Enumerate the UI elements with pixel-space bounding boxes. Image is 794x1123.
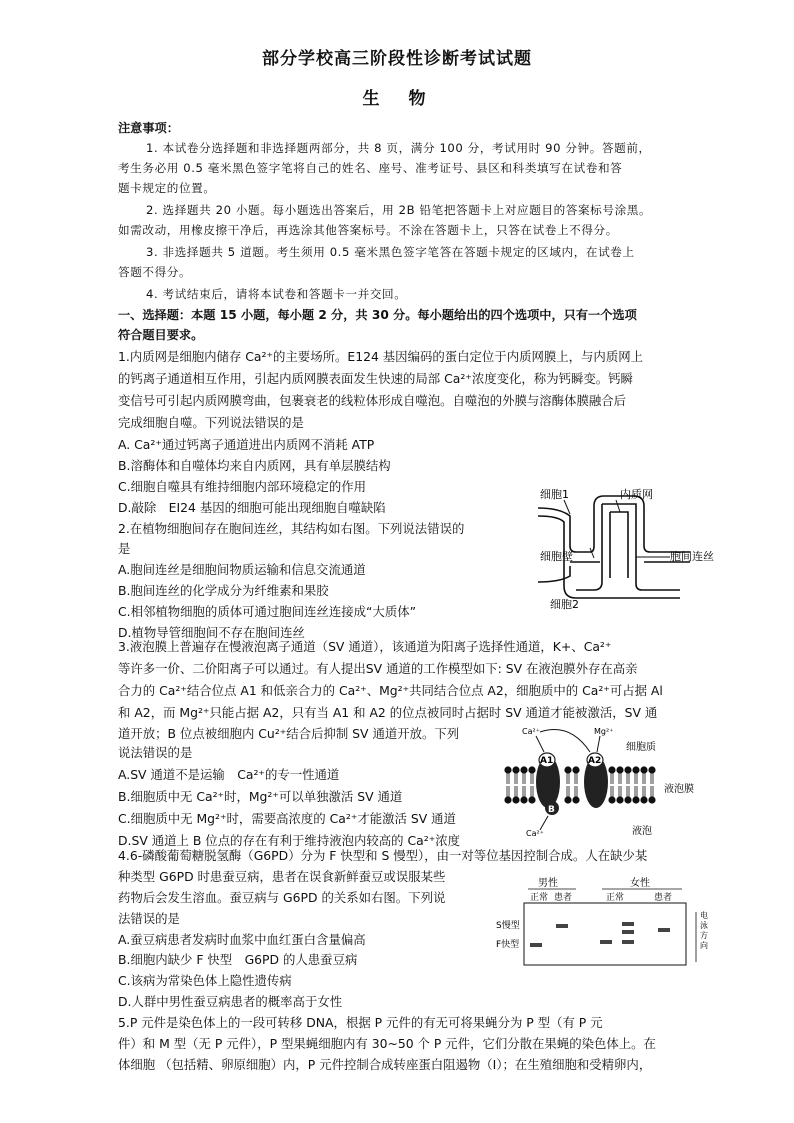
notice-line: 2. 选择题共 20 小题。每小题选出答案后，用 2B 铅笔把答题卡上对应题目的答案标号涂黑。	[146, 203, 652, 217]
label-cytoplasm: 细胞质	[626, 742, 656, 753]
label-male-patient: 患者	[554, 893, 573, 903]
band-female-normal-s-1	[622, 922, 634, 926]
label-female-normal: 正常	[606, 893, 625, 903]
electrophoresis-diagram	[494, 872, 716, 968]
label-female-patient: 患者	[654, 893, 673, 903]
question-3-option-a: A.SV 通道不是运输 Ca²⁺的专一性通道	[118, 767, 340, 782]
question-4-option-d: D.人群中男性蚕豆病患者的概率高于女性	[118, 994, 343, 1009]
question-4-option-a: A.蚕豆病患者发病时血浆中血红蛋白含量偏高	[118, 932, 366, 947]
notice-line: 3. 非选择题共 5 道题。考生须用 0.5 毫米黑色签字笔答在答题卡规定的区域内，在试卷上	[146, 245, 635, 259]
question-3-option-d: D.SV 通道上 B 位点的存在有利于维持液泡内较高的 Ca²⁺浓度	[118, 833, 461, 848]
question-1-line: 的钙离子通道相互作用，引起内质网膜表面发生快速的局部 Ca²⁺浓度变化，称为钙瞬变。钙瞬	[118, 371, 633, 386]
label-direction-2: 泳	[700, 921, 708, 930]
label-cell-wall: 细胞壁	[540, 550, 573, 563]
label-er: 内质网	[620, 488, 653, 501]
notice-line: 考生务必用 0.5 毫米黑色签字笔将自己的姓名、座号、准考证号、县区和科类填写在试卷和答	[118, 161, 623, 175]
section-heading: 符合题目要求。	[118, 328, 204, 342]
label-direction-1: 电	[700, 911, 708, 920]
question-1-option-d: D.敲除 EI24 基因的细胞可能出现细胞自噬缺陷	[118, 500, 386, 515]
band-female-normal-s-2	[622, 930, 634, 934]
question-3-line: 合力的 Ca²⁺结合位点 A1 和低亲合力的 Ca²⁺、Mg²⁺共同结合位点 A2，细胞质中的 Ca²⁺可占据 Al	[118, 683, 663, 698]
label-membrane: 液泡膜	[664, 784, 694, 795]
question-3-line: 道开放；B 位点被细胞内 Cu²⁺结合后抑制 SV 通道开放。下列	[118, 726, 460, 741]
notice-line: 1. 本试卷分选择题和非选择题两部分，共 8 页，满分 100 分，考试用时 90 分钟。答题前，	[146, 141, 651, 155]
label-vacuole: 液泡	[632, 826, 652, 837]
question-5-line: 5.P 元件是染色体上的一段可转移 DNA，根据 P 元件的有无可将果蝇分为 P 型（有 P 元	[118, 1015, 603, 1030]
notice-line: 如需改动，用橡皮擦干净后，再选涂其他答案标号。不涂在答题卡上，只答在试卷上不得分。	[118, 223, 618, 237]
question-1-line: 变信号可引起内质网膜弯曲，包裹衰老的线粒体形成自噬泡。自噬泡的外膜与溶酶体膜融合后	[118, 393, 627, 408]
label-f-type: F快型	[496, 940, 520, 950]
band-female-normal-f-1	[600, 940, 612, 944]
question-1-option-c: C.细胞自噬具有维持细胞内部环境稳定的作用	[118, 479, 367, 494]
question-1-line: 1.内质网是细胞内储存 Ca²⁺的主要场所。E124 基因编码的蛋白定位于内质网膜上，与内质网上	[118, 349, 643, 364]
site-a1: A1	[540, 756, 554, 766]
question-3-option-c: C.细胞质中无 Mg²⁺时，需要高浓度的 Ca²⁺才能激活 SV 通道	[118, 811, 456, 826]
label-male: 男性	[538, 878, 558, 889]
question-4-line: 4.6-磷酸葡萄糖脱氢酶（G6PD）分为 F 快型和 S 慢型），由一对等位基因控制合成。人在缺少某	[118, 848, 648, 863]
question-2-option-a: A.胞间连丝是细胞间物质运输和信息交流通道	[118, 562, 366, 577]
sv-channel-diagram	[500, 722, 700, 840]
question-2-option-d: D.植物导管细胞间不存在胞间连丝	[118, 625, 305, 640]
notice-line: 答题不得分。	[118, 265, 192, 279]
exam-subject: 生 物	[362, 89, 432, 109]
exam-title: 部分学校高三阶段性诊断考试试题	[262, 49, 532, 69]
label-ca-top: Ca²⁺	[522, 727, 540, 736]
band-female-patient-s	[658, 928, 670, 932]
question-2-line: 是	[118, 541, 131, 556]
band-male-patient-s	[556, 924, 568, 928]
question-1-line: 完成细胞自噬。下列说法错误的是	[118, 415, 304, 430]
band-female-normal-f-2	[622, 940, 634, 944]
question-5-line: 体细胞 （包括精、卵原细胞）内，P 元件控制合成转座蛋白阻遏物（I）；在生殖细胞和受精卵内，	[118, 1057, 652, 1072]
question-4-option-c: C.该病为常染色体上隐性遗传病	[118, 973, 292, 988]
question-3-line: 说法错误的是	[118, 745, 193, 760]
question-4-option-b: B.细胞内缺少 F 快型 G6PD 的人患蚕豆病	[118, 952, 358, 967]
notice-line: 4. 考试结束后，请将本试卷和答题卡一并交回。	[146, 287, 407, 301]
question-1-option-a: A. Ca²⁺通过钙离子通道进出内质网不消耗 ATP	[118, 437, 375, 452]
label-direction-4: 向	[700, 941, 708, 950]
question-2-option-b: B.胞间连丝的化学成分为纤维素和果胶	[118, 583, 329, 598]
label-cell1: 细胞1	[540, 488, 569, 501]
label-male-normal: 正常	[530, 893, 549, 903]
question-4-line: 种类型 G6PD 时患蚕豆病，患者在误食新鲜蚕豆或误服某些	[118, 869, 446, 884]
question-4-line: 法错误的是	[118, 911, 180, 926]
label-cell2: 细胞2	[550, 598, 579, 611]
notice-heading: 注意事项：	[118, 121, 179, 135]
label-mg: Mg²⁺	[594, 727, 614, 736]
label-s-type: S慢型	[496, 921, 520, 931]
question-2-line: 2.在植物细胞间存在胞间连丝，其结构如右图。下列说法错误的	[118, 521, 465, 536]
notice-line: 题卡规定的位置。	[118, 181, 216, 195]
site-b: B	[548, 805, 555, 815]
band-male-normal-f	[530, 943, 542, 947]
question-3-line: 等许多一价、二价阳离子可以通过。有人提出SV 通道的工作模型如下: SV 在液泡膜外存在高亲	[118, 661, 638, 676]
question-3-option-b: B.细胞质中无 Ca²⁺时，Mg²⁺可以单独激活 SV 通道	[118, 789, 403, 804]
label-female: 女性	[630, 878, 650, 889]
question-2-option-c: C.相邻植物细胞的质体可通过胞间连丝连接成“大质体”	[118, 604, 417, 619]
section-heading: 一、选择题：本题 15 小题，每小题 2 分，共 30 分。每小题给出的四个选项中，只有一个选项	[118, 308, 637, 322]
plasmodesma-diagram	[530, 486, 740, 614]
question-3-line: 3.液泡膜上普遍存在慢液泡离子通道（SV 通道），该通道为阳离子选择性通道，K+、Ca²⁺	[118, 639, 612, 654]
question-5-line: 件）和 M 型（无 P 元件），P 型果蝇细胞内有 30~50 个 P 元件，它们分散在果蝇的染色体上。在	[118, 1036, 656, 1051]
label-direction	[700, 910, 711, 950]
question-4-line: 药物后会发生溶血。蚕豆病与 G6PD 的关系如右图。下列说	[118, 890, 446, 905]
question-1-option-b: B.溶酶体和自噬体均来自内质网，具有单层膜结构	[118, 458, 391, 473]
question-3-line: 和 A2，而 Mg²⁺只能占据 A2，只有当 A1 和 A2 的位点被同时占据时 SV 通道才能被激活，SV 通	[118, 705, 658, 720]
label-ca-bottom: Ca²⁺	[526, 829, 544, 838]
site-a2: A2	[588, 756, 602, 766]
label-direction-3: 方	[700, 931, 708, 940]
label-plasmodesma: 胞间连丝	[670, 550, 714, 563]
